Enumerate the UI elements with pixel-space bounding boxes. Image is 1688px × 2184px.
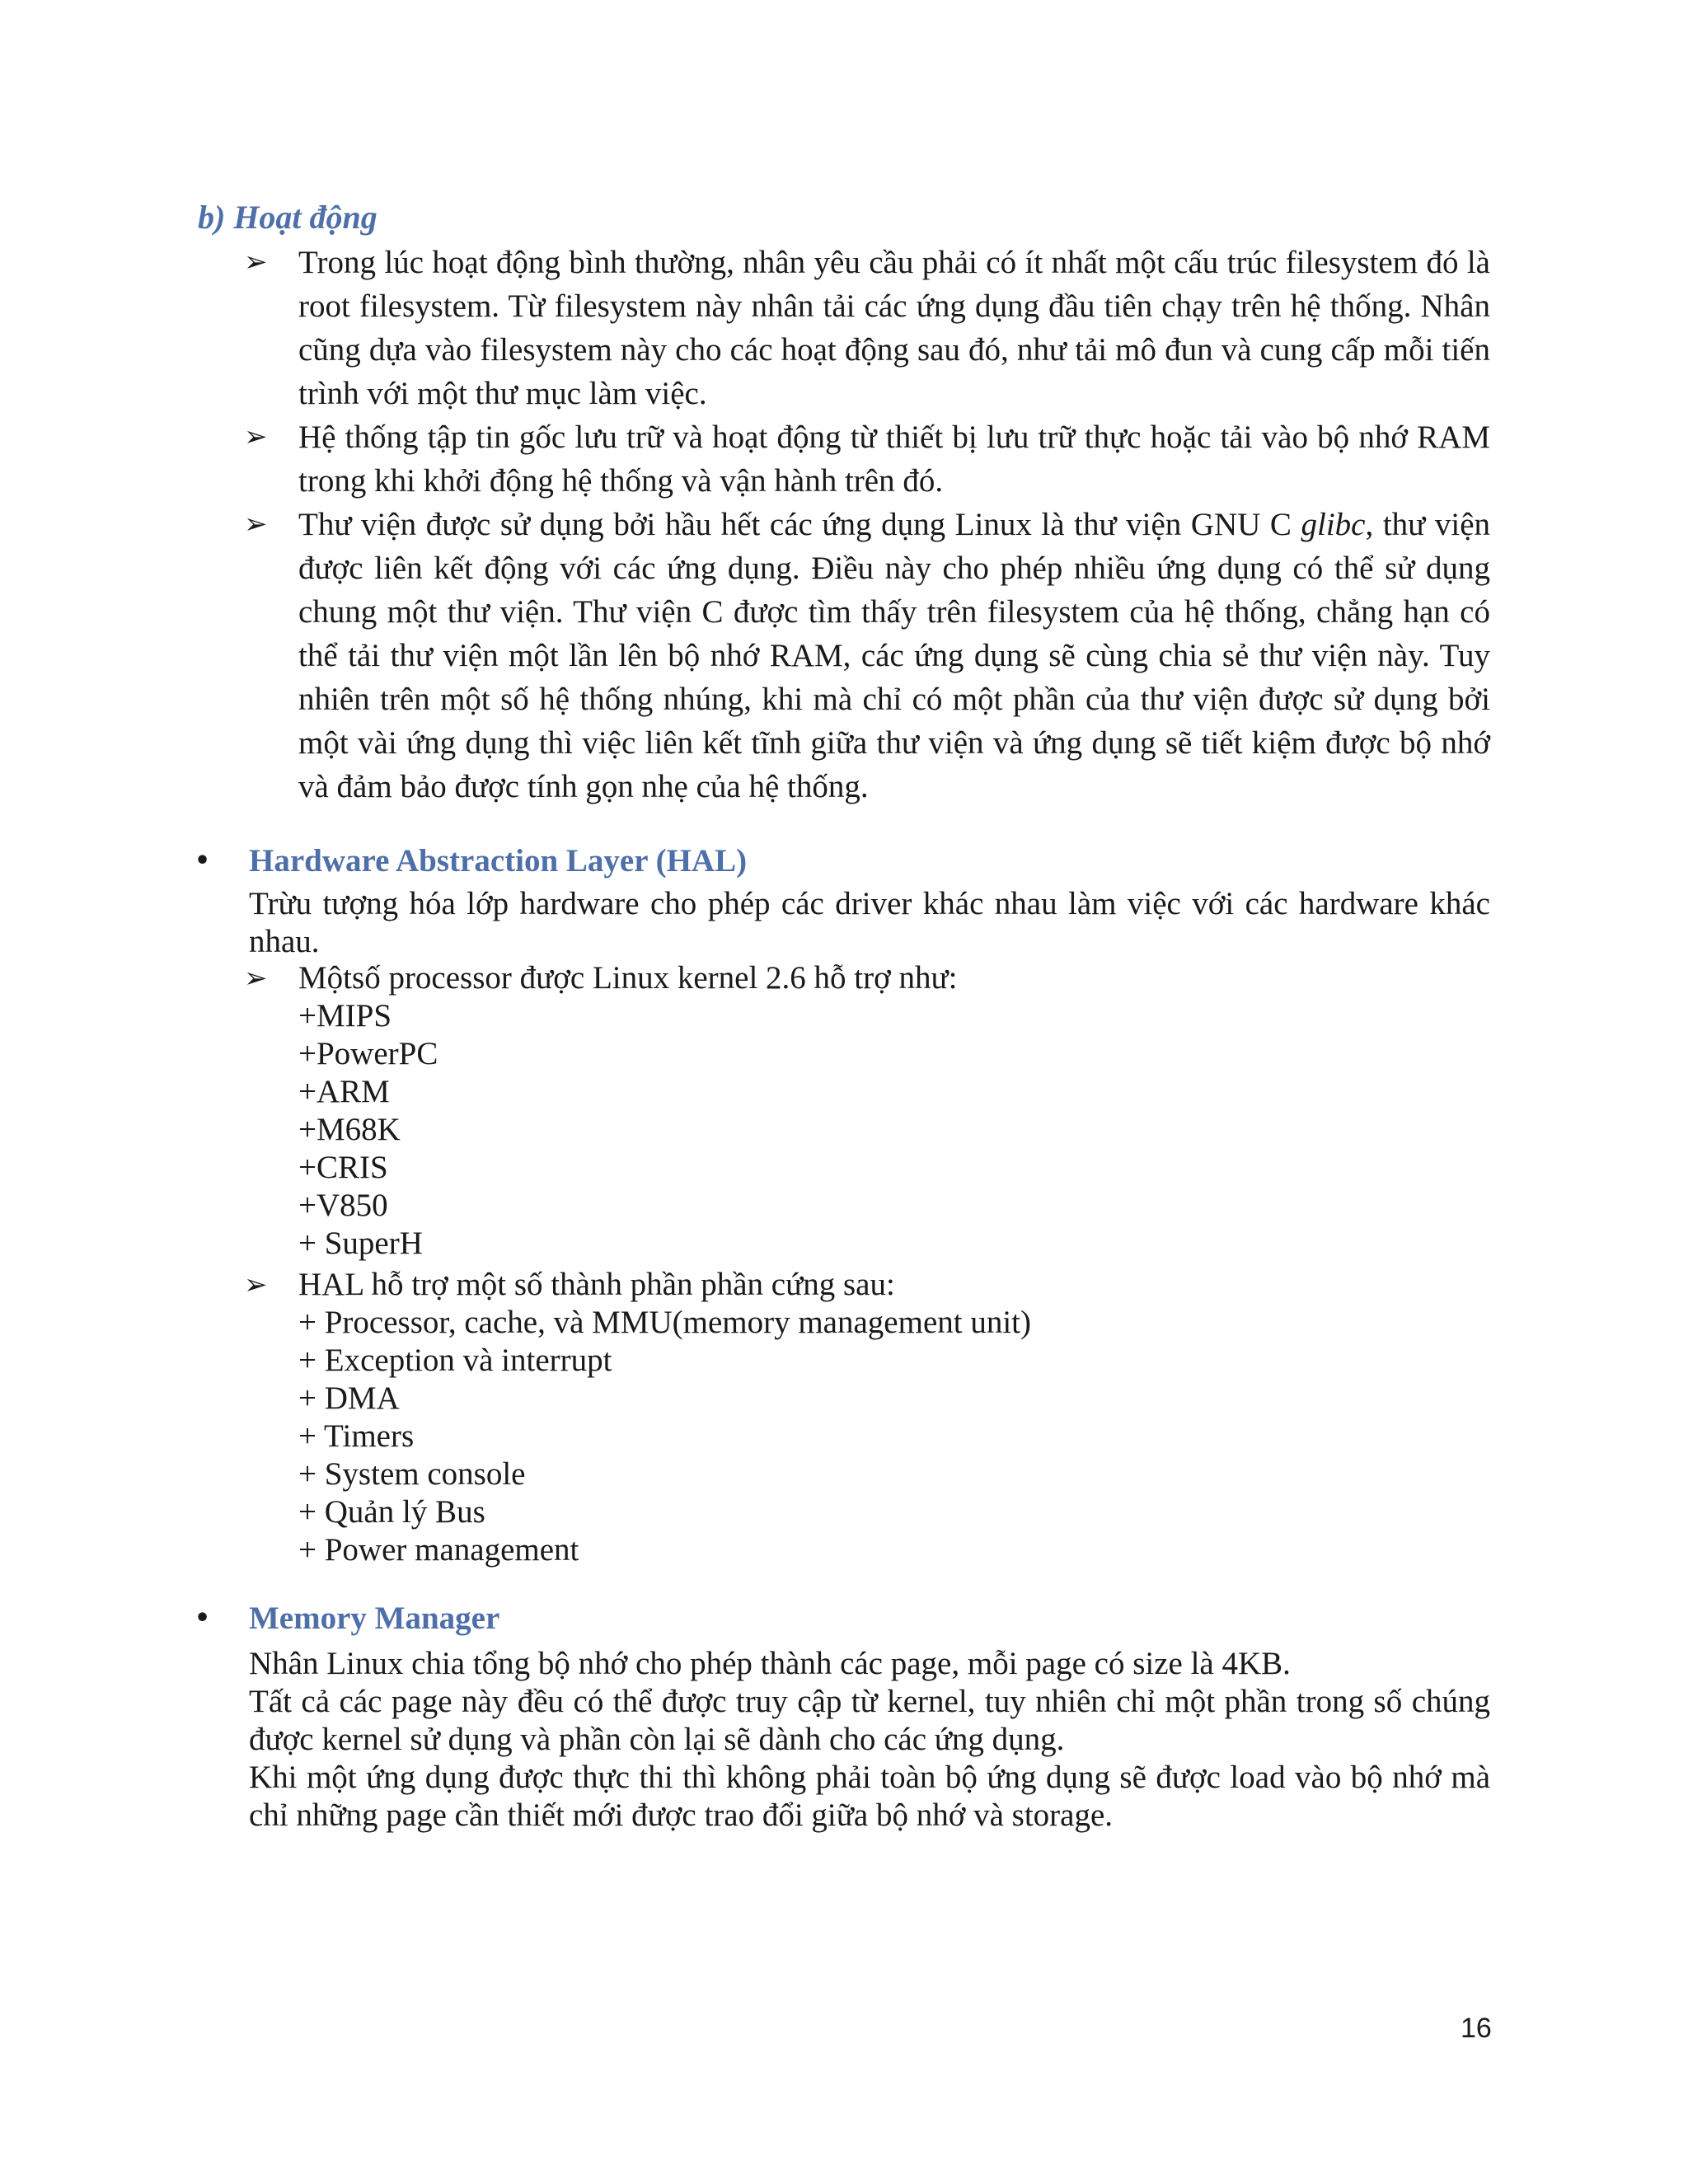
list-item: +ARM: [298, 1074, 390, 1109]
list-item-text: Trong lúc hoạt động bình thường, nhân yêu cầu phải có ít nhất một cấu trúc filesystem đó là root filesystem. Từ filesystem này nhân tải các ứng dụng đầu tiên chạy trên hệ thống. Nhân cũng dựa vào filesystem này cho các hoạt động sau đó, như tải mô đun và cung cấp mỗi tiến trình với một thư mục làm việc.: [298, 245, 1490, 411]
hal-heading-text: Hardware Abstraction Layer (HAL): [249, 843, 748, 879]
memory-paragraph-2: Tất cả các page này đều có thể được truy cập từ kernel, tuy nhiên chỉ một phần trong số chúng được kernel sử dụng và phần còn lại sẽ dành cho các ứng dụng.: [249, 1684, 1490, 1757]
list-item: [244, 1266, 1490, 1307]
glibc-term: glibc: [1301, 507, 1366, 542]
memory-paragraph-1: Nhân Linux chia tổng bộ nhớ cho phép thành các page, mỗi page có size là 4KB.: [249, 1646, 1291, 1681]
processor-list: [298, 997, 438, 1263]
components-intro: HAL hỗ trợ một số thành phần phần cứng sau:: [298, 1267, 895, 1302]
list-item: [244, 241, 1490, 415]
memory-paragraph-3: Khi một ứng dụng được thực thi thì không phải toàn bộ ứng dụng sẽ được load vào bộ nhớ mà chỉ những page cần thiết mới được trao đổi giữa bộ nhớ và storage.: [249, 1760, 1490, 1833]
arrow-bullet-icon: ➢: [244, 1268, 268, 1301]
list-item: + Power management: [298, 1532, 579, 1568]
list-item-text: Thư viện được sử dụng bởi hầu hết các ứng dụng Linux là thư viện GNU C glibc, thư viện được liên kết động với các ứng dụng. Điều này cho phép nhiều ứng dụng có thể sử dụng chung một thư viện. Thư viện C được tìm thấy trên filesystem của hệ thống, chẳng hạn có thể tải thư viện một lần lên bộ nhớ RAM, các ứng dụng sẽ cùng chia sẻ thư viện này. Tuy nhiên trên một số hệ thống nhúng, khi mà chỉ có một phần của thư viện được sử dụng bởi một vài ứng dụng thì việc liên kết tĩnh giữa thư viện và ứng dụng sẽ tiết kiệm được bộ nhớ và đảm bảo được tính gọn nhẹ của hệ thống.: [298, 507, 1490, 804]
bullet-icon: •: [195, 846, 211, 875]
hal-heading: [195, 837, 1513, 886]
page-number: 16: [1461, 2013, 1492, 2044]
list-item: +V850: [298, 1188, 388, 1223]
list-item: + Quản lý Bus: [298, 1494, 485, 1530]
list-item: + SuperH: [298, 1226, 423, 1261]
arrow-bullet-icon: ➢: [244, 962, 268, 995]
section-heading-hoat-dong: b) Hoạt động: [198, 199, 377, 236]
memory-manager-heading: [195, 1594, 1513, 1643]
arrow-bullet-icon: ➢: [244, 246, 268, 279]
list-item-text: Hệ thống tập tin gốc lưu trữ và hoạt động từ thiết bị lưu trữ thực hoặc tải vào bộ nhớ RAM trong khi khởi động hệ thống và vận hành trên đó.: [298, 419, 1490, 499]
arrow-bullet-icon: ➢: [244, 508, 268, 541]
list-item: +MIPS: [298, 998, 392, 1033]
processors-intro: Mộtsố processor được Linux kernel 2.6 hỗ trợ như:: [298, 960, 958, 996]
bullet-icon: •: [195, 1604, 211, 1633]
hal-description: Trừu tượng hóa lớp hardware cho phép các driver khác nhau làm việc với các hardware khác nhau.: [249, 886, 1490, 959]
list-item: [244, 415, 1490, 503]
component-list: [298, 1304, 1031, 1569]
list-item: [244, 959, 1490, 1001]
list-item: +CRIS: [298, 1150, 388, 1185]
list-item: + Processor, cache, và MMU(memory management unit): [298, 1305, 1032, 1340]
list-item: + Timers: [298, 1418, 415, 1454]
arrow-bullet-icon: ➢: [244, 420, 268, 453]
list-item: + System console: [298, 1456, 526, 1492]
memory-manager-heading-text: Memory Manager: [249, 1601, 500, 1636]
list-item: + DMA: [298, 1380, 400, 1416]
list-item: [244, 503, 1490, 808]
list-item: + Exception và interrupt: [298, 1343, 612, 1378]
list-item: +M68K: [298, 1112, 401, 1147]
list-item: +PowerPC: [298, 1036, 438, 1071]
